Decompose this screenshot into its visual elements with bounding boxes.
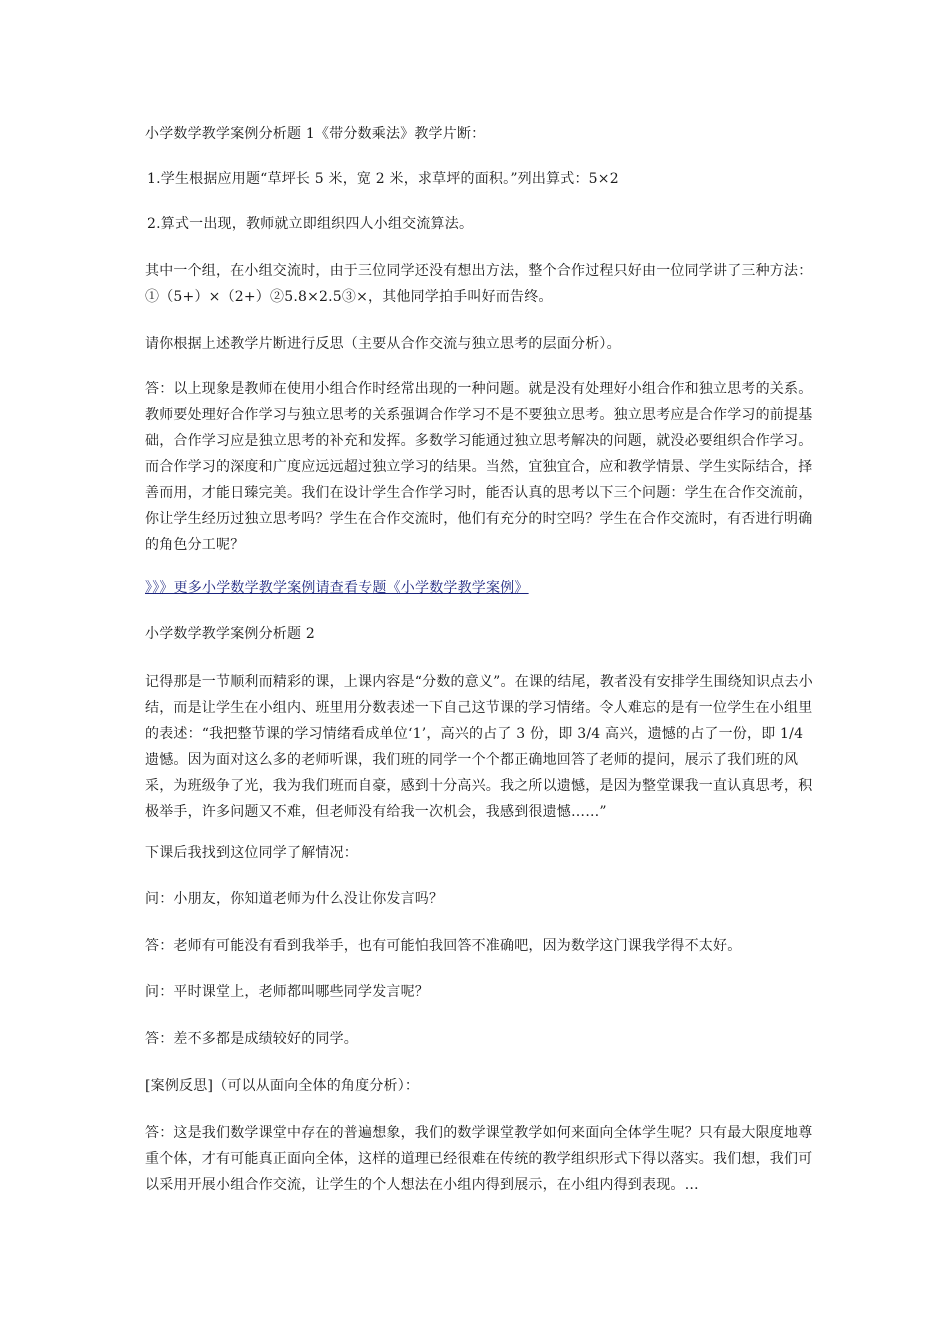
answer-a: 答：老师有可能没有看到我举手，也有可能怕我回答不准确吧，因为数学这门课我学得不太好。 [145,938,742,954]
case1-answer: 答：以上现象是教师在使用小组合作时经常出现的一种问题。就是没有处理好小组合作和独立思考的关系。教师要处理好合作学习与独立思考的关系强调合作学习不是不要独立思考。独立思考应是合作学习的前提基础，合作学习应是独立思考的补充和发挥。多数学习能通过独立思考解决的问题，就没必要组织合作学习。而合作学习的深度和广度应远远超过独立学习的结果。当然，宜独宜合，应和教学情景、学生实际结合，择善而用，才能日臻完美。我们在设计学生合作学习时，能否认真的思考以下三个问题：学生在合作交流前，你让学生经历过独立思考吗？学生在合作交流时，他们有充分的时空吗？学生在合作交流时，有否进行明确的角色分工呢？ [145,381,813,553]
case1-paragraph-line1: 其中一个组，在小组交流时，由于三位同学还没有想出方法，整个合作过程只好由一位同学讲了三种方法： [145,263,813,279]
case2-title: 小学数学教学案例分析题 2 [145,626,315,642]
reflection-answer: 答：这是我们数学课堂中存在的普遍想象，我们的数学课堂教学如何来面向全体学生呢？只有最大限度地尊重个体，才有可能真正面向全体，这样的道理已经很难在传统的教学组织形式下得以落实。我们想，我们可以采用开展小组合作交流，让学生的个人想法在小组内得到展示，在小组内得到表现。… [145,1125,813,1193]
case1-paragraph-line2: ①（5+）×（2+）②5.8×2.5③×，其他同学拍手叫好而告终。 [145,289,553,305]
step-2: 2.算式一出现，教师就立即组织四人小组交流算法。 [147,216,474,232]
answer-b: 答：差不多都是成绩较好的同学。 [145,1031,358,1047]
after-class-text: 下课后我找到这位同学了解情况： [145,845,358,861]
step-1: 1.学生根据应用题“草坪长 5 米，宽 2 米，求草坪的面积。”列出算式：5×2 [147,171,619,187]
case1-title: 小学数学教学案例分析题 1《带分数乘法》教学片断： [145,126,486,142]
topic-link[interactable]: 》》》更多小学数学教学案例请查看专题《小学数学教学案例》 [145,580,529,596]
question-a: 问：小朋友，你知道老师为什么没让你发言吗？ [145,891,444,907]
reflection-title: [案例反思]（可以从面向全体的角度分析）： [145,1078,420,1094]
case1-question: 请你根据上述教学片断进行反思（主要从合作交流与独立思考的层面分析）。 [145,336,621,352]
question-b: 问：平时课堂上，老师都叫哪些同学发言呢？ [145,984,429,1000]
case2-story: 记得那是一节顺利而精彩的课，上课内容是“分数的意义”。在课的结尾，教者没有安排学生围绕知识点去小结，而是让学生在小组内、班里用分数表述一下自己这节课的学习情绪。令人难忘的是有一位学生在小组里的表述：“我把整节课的学习情绪看成单位‘1’，高兴的占了 3 份，即 3/4 高兴，遗憾的占了一份，即 1/4 遗憾。因为面对这么多的老师听课，我们班的同学一个个都正确地回答了老师的提问，展示了我们班的风采，为班级争了光，我为我们班而自豪，感到十分高兴。我之所以遗憾，是因为整堂课我一直认真思考，积极举手，许多问题又不难，但老师没有给我一次机会，我感到很遗憾……” [145,674,813,820]
